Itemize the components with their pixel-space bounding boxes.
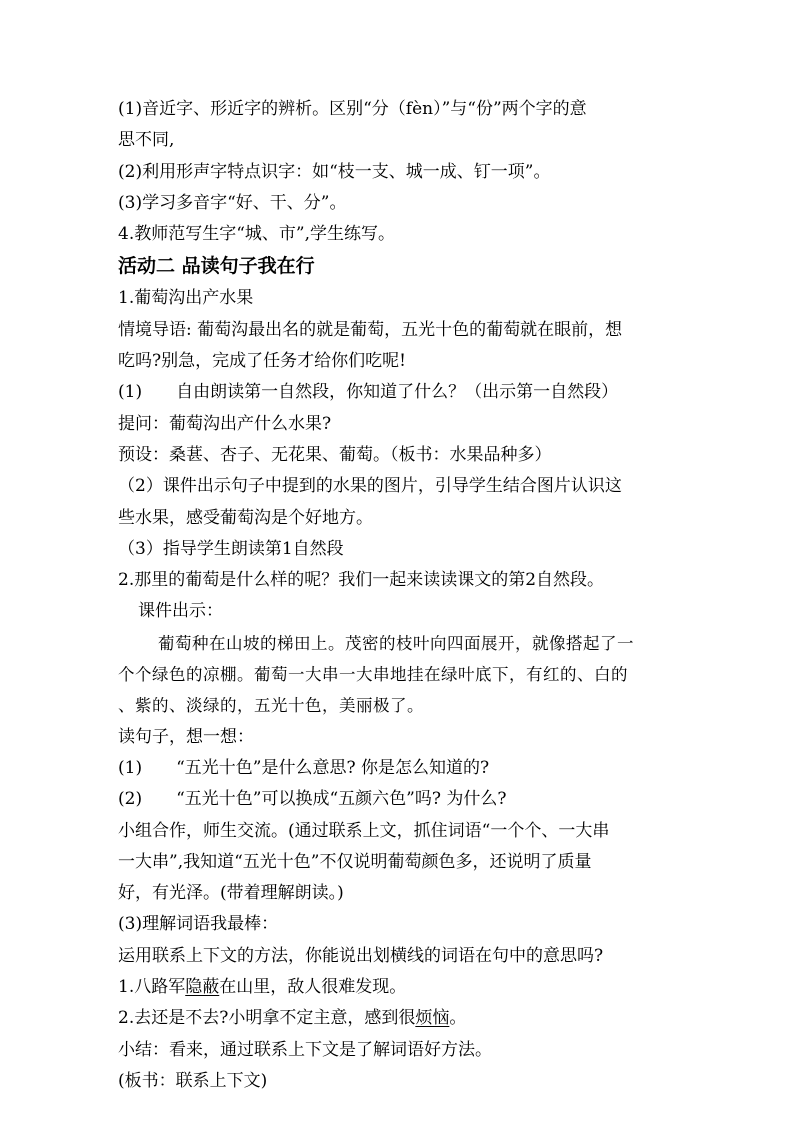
text-line: 些水果，感受葡萄沟是个好地方。 [118, 507, 373, 528]
courseware-label: 课件出示： [138, 601, 223, 622]
text-line: 提问：葡萄沟出产什么水果? [118, 413, 332, 434]
quoted-passage-line: 葡萄种在山坡的梯田上。茂密的枝叶向四面展开，就像搭起了一 [158, 633, 634, 653]
text-line: 4.教师范写生字“城、市”,学生练写。 [118, 224, 396, 245]
text-line: (2) “五光十色”可以换成“五颜六色”吗? 为什么? [118, 789, 507, 810]
text-line: 思不同, [118, 130, 175, 151]
quoted-passage-line: 个个绿色的凉棚。葡萄一大串一大串地挂在绿叶底下，有红的、白的 [118, 665, 628, 685]
text-line: 2.那里的葡萄是什么样的呢？我们一起来读读课文的第2自然段。 [118, 570, 605, 591]
text-line: (板书：联系上下文) [118, 1070, 268, 1091]
underlined-word: 烦恼 [415, 1008, 450, 1029]
example-sentence-2 [118, 1003, 684, 1034]
sentence-text: 2.去还是不去?小明拿不定主意，感到很 [118, 1008, 416, 1029]
text-line: 运用联系上下文的方法，你能说出划横线的词语在句中的意思吗? [118, 945, 604, 966]
text-line: 1.葡萄沟出产水果 [118, 288, 254, 309]
text-line: 读句子，想一想： [118, 726, 254, 747]
sentence-text: 在山里，敌人很难发现。 [219, 977, 407, 998]
text-line: （2）课件出示句子中提到的水果的图片，引导学生结合图片认识这 [118, 476, 622, 497]
text-line: 吃吗?别急，完成了任务才给你们吃呢! [118, 351, 406, 372]
text-line: (1)音近字、形近字的辨析。区别“分（fèn）”与“份”两个字的意 [118, 99, 587, 119]
sentence-text: 1.八路军 [118, 977, 186, 998]
text-line: (1) “五光十色”是什么意思? 你是怎么知道的? [118, 757, 490, 778]
text-line: （3）指导学生朗读第1自然段 [118, 538, 344, 559]
text-line: 情境导语: 葡萄沟最出名的就是葡萄，五光十色的葡萄就在眼前，想 [118, 319, 623, 340]
text-line: (3)理解词语我最棒： [118, 914, 279, 935]
text-line: 预设：桑葚、杏子、无花果、葡萄。（板书：水果品种多） [118, 444, 552, 465]
sentence-text: 。 [449, 1008, 467, 1029]
text-line: 小结：看来，通过联系上下文是了解词语好方法。 [118, 1039, 492, 1060]
text-line: (1) 自由朗读第一自然段，你知道了什么？（出示第一自然段） [118, 382, 619, 403]
text-line: 一大串”,我知道“五光十色”不仅说明葡萄颜色多，还说明了质量 [118, 851, 592, 872]
text-line: (2)利用形声字特点识字：如“枝一支、城一成、钉一项”。 [118, 161, 551, 182]
section-heading: 活动二 品读句子我在行 [118, 255, 315, 278]
underlined-word: 隐蔽 [185, 977, 220, 998]
example-sentence-1 [118, 972, 684, 1003]
text-line: 小组合作，师生交流。(通过联系上文，抓住词语“一个个、一大串 [118, 820, 610, 841]
text-line: 好，有光泽。(带着理解朗读。) [118, 883, 344, 904]
text-line: (3)学习多音字“好、干、分”。 [118, 192, 347, 213]
quoted-passage-line: 、紫的、淡绿的，五光十色，美丽极了。 [118, 696, 424, 716]
